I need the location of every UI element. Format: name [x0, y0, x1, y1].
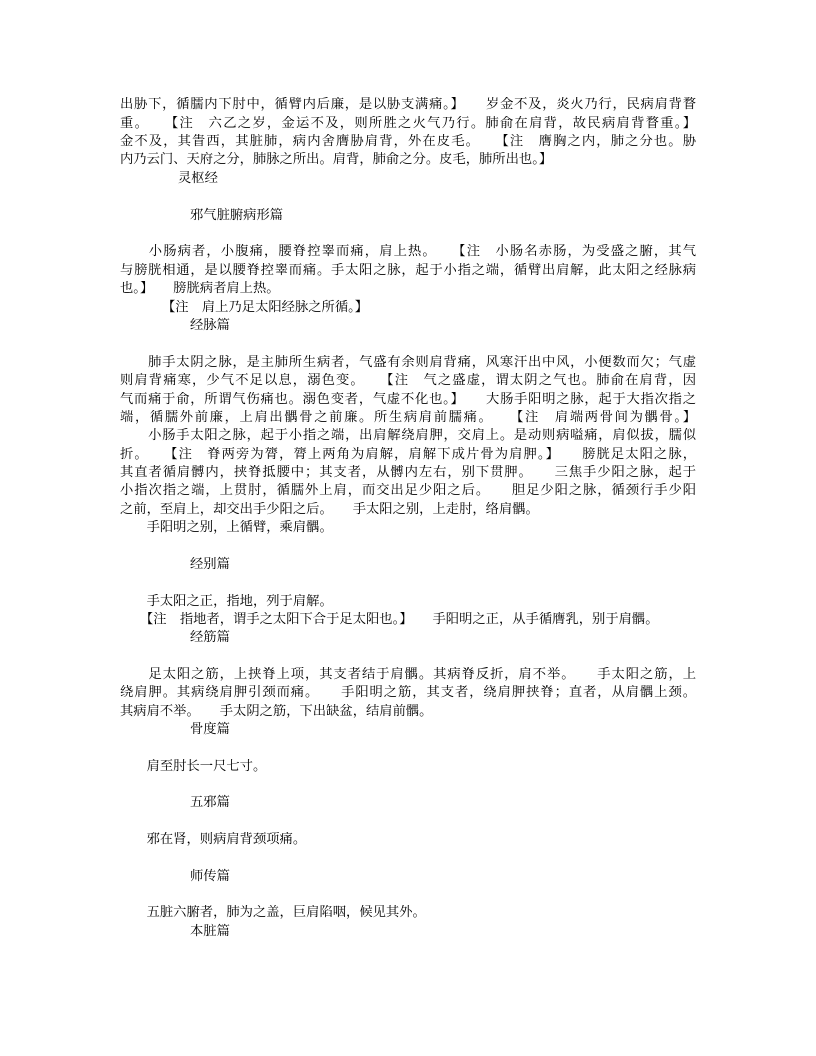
- text-line: 小肠手太阳之脉，起于小指之端，出肩解绕肩胛，交肩上。是动则病嗌痛，肩似拔，臑似: [120, 428, 696, 443]
- text-line: 折。 【注 脊两旁为膂，膂上两角为肩解，肩解下成片骨为肩胛。】 膀胱足太阳之脉，: [120, 447, 696, 462]
- section-heading: 经脉篇: [190, 318, 230, 333]
- text-line: 其病肩不举。 手太阴之筋，下出缺盆，结肩前髃。: [120, 704, 433, 719]
- text-line: 金不及，其眚西，其脏肺，病内舍膺胁肩背，外在皮毛。 【注 膺胸之内，肺之分也。胁: [120, 134, 696, 149]
- text-line: 小肠病者，小腹痛，腰脊控睾而痛，肩上热。 【注 小肠名赤肠，为受盛之腑，其气: [120, 244, 696, 259]
- section-heading: 师传篇: [190, 869, 230, 884]
- text-line: 也。】 膀胱病者肩上热。: [120, 281, 280, 296]
- section-heading: 五邪篇: [190, 795, 230, 810]
- text-line: 内乃云门、天府之分，肺脉之所出。肩背，肺俞之分。皮毛，肺所出也。】: [120, 152, 553, 167]
- text-line: 之前，至肩上，却交出手少阳之后。 手太阳之别，上走肘，络肩髃。: [120, 502, 539, 517]
- text-line: 肩至肘长一尺七寸。: [120, 759, 267, 774]
- text-line: 【注 指地者，谓手之太阳下合于足太阳也。】 手阳明之正，从手循膺乳，别于肩髃。: [120, 612, 659, 627]
- text-line: 足太阳之筋，上挟脊上项，其支者结于肩髃。其病脊反折，肩不举。 手太阳之筋，上: [120, 667, 696, 682]
- book-title: 灵枢经: [178, 171, 218, 186]
- text-line: 手阳明之别，上循臂，乘肩髃。: [120, 520, 333, 535]
- text-line: 手太阳之正，指地，列于肩解。: [120, 594, 333, 609]
- text-line: 则肩背痛寒，少气不足以息，溺色变。 【注 气之盛虚，谓太阴之气也。肺俞在肩背，因: [120, 373, 696, 388]
- section-heading: 本脏篇: [190, 924, 230, 939]
- section-heading: 经别篇: [190, 557, 230, 572]
- text-line: 端，循臑外前廉，上肩出髃骨之前廉。所生病肩前臑痛。 【注 肩端两骨间为髃骨。】: [120, 410, 696, 425]
- section-heading: 骨度篇: [190, 722, 230, 737]
- text-line: 小指次指之端，上贯肘，循臑外上肩，而交出足少阳之后。 胆足少阳之脉，循颈行手少阳: [120, 483, 696, 498]
- text-line: 出胁下，循臑内下肘中，循臂内后廉，是以胁支满痛。】 岁金不及，炎火乃行，民病肩背瞀: [120, 97, 696, 112]
- text-line: 绕肩胛。其病绕肩胛引颈而痛。 手阳明之筋，其支者，绕肩胛挟脊；直者，从肩髃上颈。: [120, 685, 696, 700]
- text-line: 其直者循肩髆内，挟脊抵腰中；其支者，从髆内左右，别下贯胛。 三焦手少阳之脉，起于: [120, 465, 696, 480]
- text-line: 与膀胱相通，是以腰脊控睾而痛。手太阳之脉，起于小指之端，循臂出肩解，此太阳之经脉病: [120, 263, 696, 278]
- annotation-line: 【注 肩上乃足太阳经脉之所循。】: [162, 300, 369, 315]
- text-line: 重。 【注 六乙之岁，金运不及，则所胜之火气乃行。肺俞在肩背，故民病肩背瞀重。】: [120, 116, 696, 131]
- text-line: 肺手太阴之脉，是主肺所生病者，气盛有余则肩背痛，风寒汗出中风，小便数而欠；气虚: [120, 355, 696, 370]
- section-heading: 邪气脏腑病形篇: [190, 208, 284, 223]
- text-line: 邪在肾，则病肩背颈项痛。: [120, 832, 307, 847]
- section-heading: 经筋篇: [190, 630, 230, 645]
- text-line: 五脏六腑者，肺为之盖，巨肩陷咽，候见其外。: [120, 905, 426, 920]
- text-line: 气而痛于俞，所谓气伤痛也。溺色变者，气虚不化也。】 大肠手阳明之脉，起于大指次指之: [120, 392, 696, 407]
